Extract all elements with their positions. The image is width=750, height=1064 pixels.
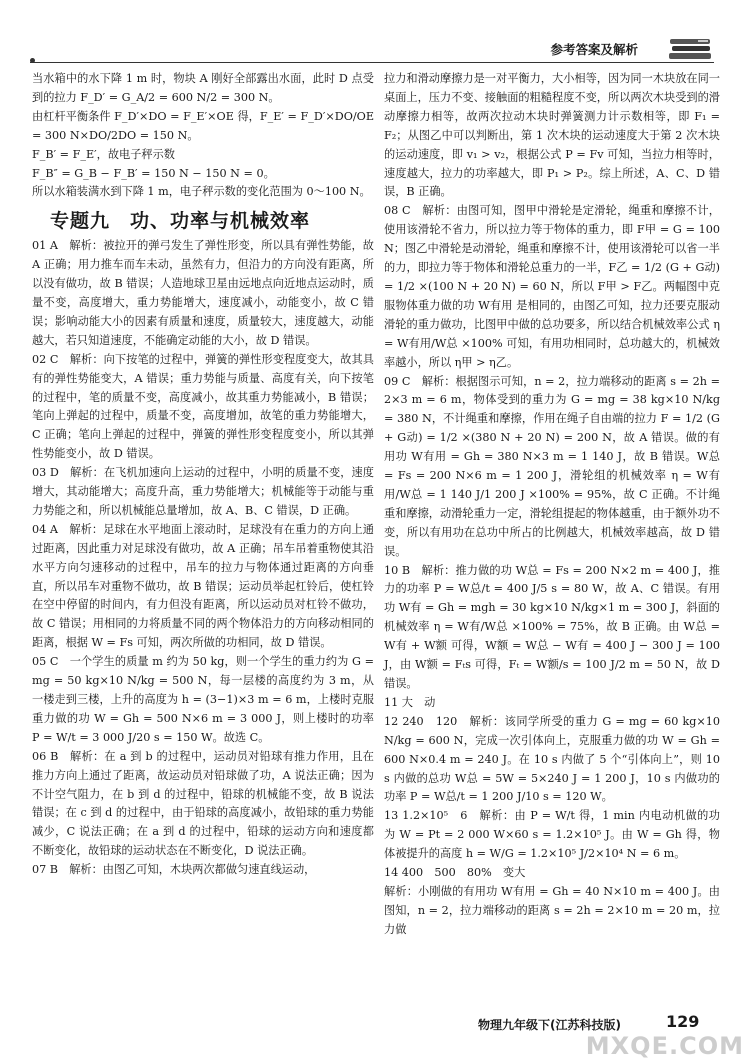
answer-item: 02 C 解析：向下按笔的过程中，弹簧的弹性形变程度变大，故其具有的弹性势能变大，A 错误；重力势能与质量、高度有关，向下按笔的过程中，笔的质量不变，高度减小，故其重力势能减小，B 错误；笔向上弹起的过程中，质量不变，高度增加，故笔的重力势能增大，C 正确；笔向上弹起的过程中，弹簧的弹性形变程度变小，所以其弹性势能变小，故 D 错误。: [32, 352, 374, 461]
page-number: 129: [666, 1012, 700, 1031]
answer-item: 13 1.2×10⁵ 6 解析：由 P = W/t 得，1 min 内电动机做的功为 W = Pt = 2 000 W×60 s = 1.2×10⁵ J。由 W = Gh 得，物体被提升的高度 h = W/G = 1.2×10⁵ J/2×10⁴ N = 6 m。: [384, 809, 720, 861]
answer-item: 11 大 动: [384, 695, 436, 709]
answer-item: 08 C 解析：由图可知，图甲中滑轮是定滑轮，绳重和摩擦不计，使用该滑轮不省力，所以拉力等于物体的重力，即 F甲 = G = 100 N；图乙中滑轮是动滑轮，绳重和摩擦不计，使用该滑轮可以省一半的力，即拉力等于物体和滑轮总重力的一半，F乙 = 1/2 (G + G动) = 1/2 ×(100 N + 20 N) = 60 N，所以 F甲 > F乙。两幅图中克服物体重力做的功 W有用 是相同的，由图乙可知，拉力还要克服动滑轮的重力做功，比图甲中做的总功要多，所以结合机械效率公式 η = W有用/W总 ×100% 可知，有用功相同时，总功越大的，机械效率越小，所以 η甲 > η乙。: [384, 204, 720, 369]
answer-item: 拉力和滑动摩擦力是一对平衡力，大小相等，因为同一木块放在同一桌面上，压力不变、接触面的粗糙程度不变，所以两次木块受到的滑动摩擦力相等，故两次拉动木块时弹簧测力计示数相等，即 F₁ = F₂；从图乙中可以判断出，第 1 次木块的运动速度大于第 2 次木块的运动速度，即 v₁ > v₂，根据公式 P = Fv 可知，当拉力相等时，速度越大，拉力的功率越大，即 P₁ > P₂。综上所述，A、C、D 错误，B 正确。: [384, 72, 720, 199]
answer-item: 10 B 解析：推力做的功 W总 = Fs = 200 N×2 m = 400 J，推力的功率 P = W总/t = 400 J/5 s = 80 W，故 A、C 错误。有用功 W有 = Gh = mgh = 30 kg×10 N/kg×1 m = 300 J，斜面的机械效率 η = W有/W总 ×100% = 75%，故 B 正确。由 W总 = W有 + W额 可得，W额 = W总 − W有 = 400 J − 300 J = 100 J，由 W额 = Fₜs 可得，Fₜ = W额/s = 100 J/2 m = 50 N，故 D 错误。: [384, 563, 720, 690]
page-footer: [478, 1014, 708, 1034]
header-rule: [30, 62, 714, 63]
answer-paragraph: 由杠杆平衡条件 F_D′×DO = F_E′×OE 得，F_E′ = F_D′×DO/OE = 300 N×DO/2DO = 150 N。: [32, 109, 374, 142]
answer-paragraph: F_B′ = F_E′，故电子秤示数: [32, 147, 175, 161]
watermark: MXQE.COM: [585, 1032, 744, 1060]
answer-paragraph: 所以水箱装满水到下降 1 m，电子秤示数的变化范围为 0～100 N。: [32, 185, 371, 199]
answer-paragraph: F_B″ = G_B − F_B′ = 150 N − 150 N = 0。: [32, 166, 275, 180]
header-title: 参考答案及解析: [550, 42, 638, 57]
book-stack-icon: [668, 36, 714, 62]
footer-book-title: 物理九年级下(江苏科技版): [478, 1018, 621, 1032]
answer-item: 解析：小刚做的有用功 W有用 = Gh = 40 N×10 m = 400 J。由图知，n = 2，拉力端移动的距离 s = 2h = 2×10 m = 20 m，拉力做: [384, 884, 720, 936]
answer-item: 04 A 解析：足球在水平地面上滚动时，足球没有在重力的方向上通过距离，因此重力对足球没有做功，故 A 正确；吊车吊着重物使其沿水平方向匀速移动的过程中，吊车的拉力与物体通过距离的方向垂直，所以吊车对重物不做功，故 B 错误；运动员举起杠铃后，使杠铃在空中停留的时间内，有力但没有距离，所以运动员对杠铃不做功，故 C 错误；用相同的力将质量不同的两个物体沿力的方向移动相同的距离，根据 W = Fs 可知，两次所做的功相同，故 D 错误。: [32, 522, 374, 650]
right-column: [384, 70, 720, 940]
answer-item: 14 400 500 80% 变大: [384, 866, 526, 880]
answer-item: 03 D 解析：在飞机加速向上运动的过程中，小明的质量不变，速度增大，其动能增大；高度升高，重力势能增大；机械能等于动能与重力势能之和，所以机械能总量增加，故 A、B、C 错误，D 正确。: [32, 466, 374, 517]
left-column: [32, 70, 374, 880]
answer-item: 05 C 一个学生的质量 m 约为 50 kg，则一个学生的重力约为 G = mg = 50 kg×10 N/kg = 500 N，每一层楼的高度约为 3 m，从一楼走到三楼，上升的高度为 h = (3−1)×3 m = 6 m，上楼时克服重力做的功 W = Gh = 500 N×6 m = 3 000 J，则上楼时的功率 P = W/t = 3 000 J/20 s = 150 W。故选 C。: [32, 655, 374, 744]
answer-item: 01 A 解析：被拉开的弹弓发生了弹性形变，所以具有弹性势能，故 A 正确；用力推车而车未动，虽然有力，但沿力的方向没有距离，所以没有做功，故 B 错误；人造地球卫星由远地点向近地点运动时，质量不变，高度增大，重力势能增大，速度减小，动能变小，故 C 错误；影响动能大小的因素有质量和速度，质量较大，速度越大，动能越大，若只知道速度，不能确定动能的大小，故 D 错误。: [32, 239, 374, 347]
answer-item: 12 240 120 解析：该同学所受的重力 G = mg = 60 kg×10 N/kg = 600 N，完成一次引体向上，克服重力做的功 W = Gh = 600 N×0.4 m = 240 J。在 10 s 内做了 5 个“引体向上”，则 10 s 内做的总功 W总 = 5W = 5×240 J = 1 200 J，10 s 内做功的功率 P = W总/t = 1 200 J/10 s = 120 W。: [384, 714, 720, 804]
section-title: 专题九 功、功率与机械效率: [50, 210, 311, 233]
answer-item: 06 B 解析：在 a 到 b 的过程中，运动员对铅球有推力作用，且在推力方向上通过了距离，故运动员对铅球做了功，A 说法正确；因为不计空气阻力，在 b 到 d 的过程中，铅球的机械能不变，故 B 说法错误；在 c 到 d 的过程中，由于铅球的高度减小，故铅球的重力势能减少，C 说法正确；在 a 到 d 的过程中，铅球的运动方向和速度都不断变化，故铅球的运动状态在不断变化，D 说法正确。: [32, 749, 374, 858]
answer-item: 07 B 解析：由图乙可知，木块两次都做匀速直线运动，: [32, 863, 316, 877]
answer-item: 09 C 解析：根据图示可知，n = 2，拉力端移动的距离 s = 2h = 2×3 m = 6 m，物体受到的重力为 G = mg = 38 kg×10 N/kg = 380 N，不计绳重和摩擦，作用在绳子自由端的拉力 F = 1/2 (G + G动) = 1/2 ×(380 N + 20 N) = 200 N，故 A 错误。做的有用功 W有用 = Gh = 380 N×3 m = 1 140 J，故 B 错误。W总 = Fs = 200 N×6 m = 1 200 J，滑轮组的机械效率 η = W有用/W总 = 1 140 J/1 200 J ×100% = 95%，故 C 正确。不计绳重和摩擦，动滑轮重力一定，滑轮组提起的物体越重，由于额外功不变，所以有用功在总功中所占的比例越大，机械效率越高，故 D 错误。: [384, 374, 720, 558]
answer-paragraph: 当水箱中的水下降 1 m 时，物块 A 刚好全部露出水面，此时 D 点受到的拉力 F_D′ = G_A/2 = 600 N/2 = 300 N。: [32, 72, 374, 104]
